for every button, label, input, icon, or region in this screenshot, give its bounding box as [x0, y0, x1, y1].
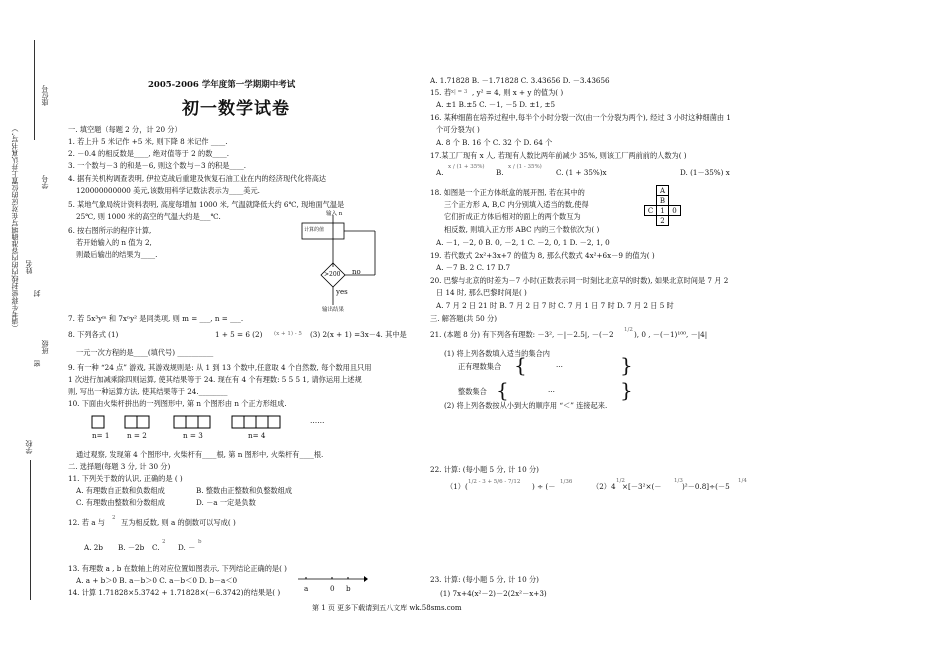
- question-20-cont: 日 14 时, 那么巴黎时间是( ): [436, 288, 527, 297]
- question-15: 15. 若: [430, 88, 451, 97]
- question-11: 11. 下列关于数的认识, 正确的是 ( ): [68, 474, 183, 483]
- fraction-placeholder: 1/2: [616, 478, 625, 484]
- question-8-cont: 一元一次方程的是____(填代号) __________: [76, 348, 214, 357]
- question-18: 18. 如图是一个正方体纸盒的展开图, 若在其中的: [430, 188, 585, 197]
- question-16: 16. 某种细菌在培养过程中,每半个小时分裂一次(由一个分裂为两个), 经过 3 小时这种细菌由 1: [430, 113, 731, 122]
- cube-face: 1: [657, 206, 669, 216]
- figure-label-1: n= 1: [92, 431, 110, 440]
- question-6: 6. 按右图所示的程序计算,: [68, 226, 152, 235]
- q18-options: A. －1, －2, 0 B. 0, －2, 1 C. －2, 0, 1 D. －2, 1, 0: [436, 238, 610, 247]
- axis-label-a: a: [304, 584, 309, 593]
- q11-option-d: D. －a 一定是负数: [196, 498, 256, 507]
- fraction-placeholder: 2: [112, 515, 116, 521]
- seal-mark-2: 封: [33, 290, 41, 297]
- q20-options: A. 7 月 2 日 21 时 B. 7 月 2 日 7 时 C. 7 月 1 日 7 时 D. 7 月 2 日 5 时: [436, 301, 674, 310]
- q23-part1: (1) 7x+4(x²－2)－2(2x²－x+3): [440, 589, 547, 598]
- question-5: 5. 某地气象局统计资料表明, 高度每增加 1000 米, 气温就降低大约 6℃, 现地面气温是: [68, 200, 345, 209]
- fraction-placeholder: 2: [162, 539, 166, 545]
- question-13: 13. 有理数 a , b 在数轴上的对应位置如图表示, 下列结论正确的是( ): [68, 564, 287, 573]
- question-14: 14. 计算 1.71828×5.3742 + 1.71828×(－6.3742)的结果是( ): [68, 588, 281, 597]
- fraction-placeholder: 1/3: [674, 478, 683, 484]
- q12-option-a: A. 2b: [84, 543, 103, 552]
- question-15-cont: , y² = 4, 则 x + y 的值为( ): [472, 88, 564, 97]
- question-21-cont: ), 0 , －(－1)¹⁰⁰, －|4|: [634, 330, 708, 339]
- axis-label-b: b: [346, 584, 351, 593]
- school-label: 学校: [25, 440, 33, 454]
- q22-part2-cont: ×[－3²×(－: [622, 482, 662, 491]
- q22-part2-cont2: )²－0.8]÷(－5: [682, 482, 730, 491]
- question-17: 17.某工厂现有 x 人, 若现有人数比两年前减少 35%, 则该工厂两前前的人数为( ): [430, 151, 687, 160]
- q12-option-b: B. －2b: [118, 543, 145, 552]
- q11-option-a: A. 有理数自正数和负数组成: [76, 486, 165, 495]
- question-22: 22. 计算: (每小题 5 分, 计 10 分): [430, 465, 539, 474]
- cube-face: B: [657, 196, 669, 206]
- flow-no-label: no: [352, 268, 361, 276]
- brace-left-icon: {: [514, 353, 527, 377]
- question-7: 7. 若 5x³yᵐ 和 7xⁿy² 是同类项, 则 m = ___, n = ___.: [68, 314, 244, 323]
- flow-condition: >200: [324, 271, 341, 278]
- set-ellipsis: ···: [556, 362, 563, 371]
- question-6-cont: 若开始输入的 n 值为 2,: [76, 238, 152, 247]
- q22-part2: （2）4: [592, 482, 616, 491]
- class-label: 班级: [41, 340, 49, 354]
- question-18-cont3: 相反数, 则填入正方形 ABC 内的三个数依次为( ): [444, 225, 600, 234]
- flow-calc-label: 计算的值: [304, 227, 325, 233]
- figure-label-2: n = 2: [127, 431, 147, 440]
- question-4-cont: 120000000000 美元,该数用科学记数法表示为____美元.: [76, 186, 260, 195]
- question-4: 4. 据有关机构调查表明, 伊拉克战后重建及恢复石油工业在内的经济现代化将高达: [68, 174, 327, 183]
- warning-text: （请考生将密封线内的内容准确填写在对应的位置上并认真书写，）: [11, 125, 19, 332]
- set-label-positive: 正有理数集合: [458, 362, 502, 371]
- seal-mark: 密: [33, 360, 41, 367]
- question-16-cont: 个可分裂为( ): [436, 125, 480, 134]
- formula-placeholder: 1/2 - 3 + 5/6 - 7/12: [468, 479, 521, 485]
- matchstick-figures: [90, 414, 330, 430]
- question-20: 20. 巴黎与北京的时差为－7 小时(正数表示同一时刻比北京早的时数), 如果北京时间是 7 月 2: [430, 276, 729, 285]
- q14-options: A. 1.71828 B. －1.71828 C. 3.43656 D. －3.43656: [430, 76, 610, 85]
- page-footer: 第 1 页 更多下载请到五八文库 wk.58sms.com: [312, 604, 462, 612]
- figure-label-3: n = 3: [183, 431, 203, 440]
- figure-label-4: n= 4: [248, 431, 266, 440]
- q16-options: A. 8 个 B. 16 个 C. 32 个 D. 64 个: [436, 138, 553, 147]
- flow-output-label: 输出结果: [322, 307, 345, 313]
- question-6-cont2: 则最后输出的结果为____.: [76, 250, 158, 259]
- q17-option-c: C. (1 + 35%)x: [556, 168, 607, 177]
- student-no-label: 学号: [41, 175, 49, 189]
- flow-input-label: 输入 n: [326, 211, 343, 217]
- seat-no-label: 座位号: [41, 85, 49, 106]
- cube-face: A: [657, 186, 669, 196]
- question-8-eq1: 1 + 5 = 6 (2): [215, 330, 263, 339]
- brace-right-icon: }: [620, 378, 633, 402]
- fraction-placeholder: x / (1 - 35%): [508, 164, 542, 170]
- q17-option-a: A.: [436, 168, 444, 177]
- exam-year-line: 2005-2006 学年度第一学期期中考试: [148, 80, 296, 90]
- brace-left-icon: {: [496, 378, 509, 402]
- set-label-integer: 整数集合: [458, 387, 487, 396]
- question-12-cont: 互为相反数, 则 a 的倒数可以写成( ): [121, 518, 236, 527]
- question-9-cont: 1 次进行加减乘除四则运算, 使其结果等于 24. 现在有 4 个有理数: 5 5 5 1, 请你运用上述规: [68, 375, 362, 384]
- question-5-cont: 25℃, 则 1000 米的高空的气温大约是___℃.: [76, 212, 221, 221]
- question-1: 1. 若上升 5 米记作 +5 米, 则下降 8 米记作 ____.: [68, 137, 228, 146]
- brace-right-icon: }: [620, 353, 633, 377]
- fraction-placeholder: (x + 1) - 5: [274, 331, 302, 337]
- question-2: 2. －0.4 的相反数是____, 绝对值等于 2 的数____.: [68, 149, 230, 158]
- question-12: 12. 若 a 与: [68, 518, 105, 527]
- divider: [34, 40, 35, 140]
- q11-option-c: C. 有理数由整数和分数组成: [76, 498, 165, 507]
- ellipsis: ……: [310, 416, 325, 425]
- q22-part1-cont: ) ÷ (－: [532, 482, 556, 491]
- question-18-cont2: 它们折成正方体后相对的面上的两个数互为: [444, 212, 581, 221]
- cube-face: C: [645, 206, 657, 216]
- question-10-cont: 通过观察, 发现第 4 个图形中, 火柴杆有____根, 第 n 图形中, 火柴杆有____根.: [76, 450, 324, 459]
- name-label: 姓名: [25, 260, 33, 274]
- binding-sidebar: [0, 0, 60, 672]
- flow-yes-label: yes: [336, 288, 348, 296]
- q13-options: A. a + b＞0 B. a－b＞0 C. a－b＜0 D. b－a＜0: [76, 576, 238, 585]
- fraction-placeholder: 1/36: [560, 479, 573, 485]
- cube-face: 2: [657, 216, 669, 226]
- question-18-cont: 三个正方形 A, B,C 内分别填入适当的数,使得: [444, 200, 589, 209]
- q12-option-d: D. －: [178, 543, 196, 552]
- fraction-placeholder: 1/2: [624, 327, 633, 333]
- question-21: 21. (本题 8 分) 有下列各有理数: －3², －|－2.5|, －(－2: [430, 330, 614, 339]
- q11-option-b: B. 整数由正整数和负整数组成: [196, 486, 293, 495]
- section-choice: 二. 选择题(每题 3 分, 计 30 分): [68, 462, 171, 471]
- divider: [30, 460, 31, 600]
- question-21-part2: (2) 将上列各数按从小到大的顺序用 “＜” 连接起来.: [444, 401, 608, 410]
- q15-options: A. ±1 B.±5 C. －1, －5 D. ±1, ±5: [436, 100, 556, 109]
- question-8-eq3: (3) 2(x + 1) =3x－4. 其中是: [310, 330, 407, 339]
- question-21-part1: (1) 将上列各数填入适当的集合内: [444, 349, 550, 358]
- fraction-placeholder: 1/4: [738, 478, 747, 484]
- question-3: 3. 一个数与－3 的和是－6, 则这个数与－3 的积是____.: [68, 161, 247, 170]
- q12-option-c: C.: [152, 543, 160, 552]
- question-10: 10. 下面由火柴杆拼出的一列图形中, 第 n 个图形由 n 个正方形组成.: [68, 399, 287, 408]
- question-23: 23. 计算: (每小题 5 分, 计 10 分): [430, 575, 539, 584]
- question-9-cont2: 则, 写出一种运算方法, 使其结果等于 24.________: [68, 387, 228, 396]
- q17-option-b: B.: [496, 168, 504, 177]
- question-8: 8. 下列各式 (1): [68, 330, 119, 339]
- cube-net: [644, 185, 693, 226]
- cube-face: 0: [669, 206, 681, 216]
- question-9: 9. 有一种 “24 点” 游戏, 其游戏规则是: 从 1 到 13 个数中,任意取 4 个自然数, 每个数用且只用: [68, 363, 372, 372]
- q17-option-d: D. (1－35%) x: [680, 168, 730, 177]
- q19-options: A. －7 B. 2 C. 17 D.7: [436, 263, 511, 272]
- page-title: 初一数学试卷: [182, 99, 290, 119]
- formula-placeholder: |x| = 3: [449, 89, 468, 95]
- q22-part1: （1）(: [446, 482, 468, 491]
- axis-label-0: 0: [330, 584, 335, 593]
- flowchart: [300, 205, 410, 315]
- set-ellipsis: ···: [548, 387, 555, 396]
- question-19: 19. 若代数式 2x²+3x+7 的值为 8, 那么代数式 4x²+6x－9 的值为( ): [430, 251, 655, 260]
- section-fill-blank: 一. 填空题（每题 2 分，计 20 分）: [68, 125, 182, 134]
- fraction-placeholder: x / (1 + 35%): [448, 164, 485, 170]
- fraction-placeholder: b: [198, 539, 202, 545]
- section-solve: 三. 解答题(共 50 分): [430, 314, 498, 323]
